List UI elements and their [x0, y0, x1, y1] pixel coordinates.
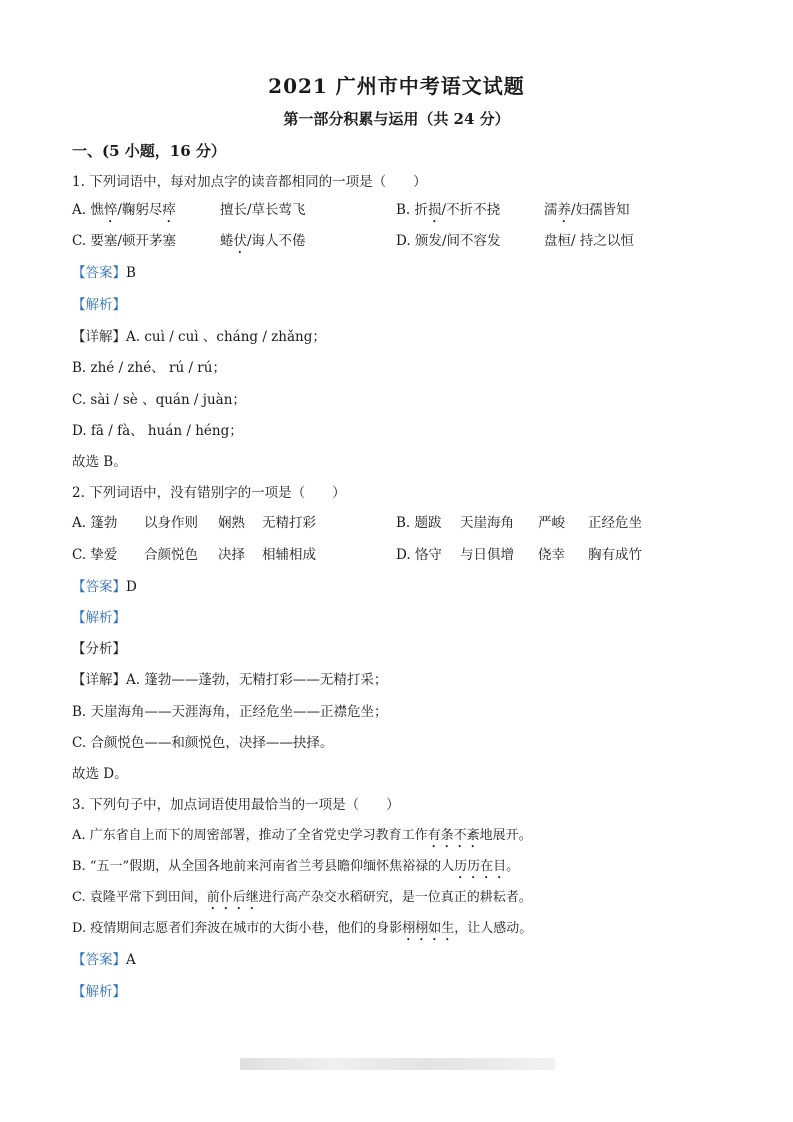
q2-detail: 【详解】A. 篷勃——蓬勃，无精打彩——无精打采；: [72, 672, 388, 688]
q1-answer: 【答案】B: [72, 265, 136, 281]
q1-analysis-tag: 【解析】: [72, 297, 126, 313]
q3-answer: 【答案】A: [72, 952, 136, 968]
q2-option-b-w1: B. 题跋: [396, 515, 442, 531]
q2-option-b-w2: 天崖海角: [460, 515, 514, 531]
q3-analysis-tag: 【解析】: [72, 984, 126, 1000]
q2-fenxi-tag: 【分析】: [72, 641, 126, 657]
q1-detail: 【详解】A. cuì / cuì 、cháng / zhǎng；: [72, 329, 326, 345]
q1-option-c-part1: C. 要塞/顿开茅塞: [72, 233, 176, 249]
q2-option-c-w1: C. 挚爱: [72, 547, 118, 563]
q2-answer: 【答案】D: [72, 579, 137, 595]
q1-conclusion: 故选 B。: [72, 454, 127, 470]
page-subtitle: 第一部分积累与运用（共 24 分）: [283, 110, 510, 128]
q1-option-b-part1: B. 折损/不折不挠: [396, 202, 501, 218]
q2-option-b-w3: 严峻: [538, 515, 565, 531]
q1-option-d-part1: D. 颁发/间不容发: [396, 233, 501, 249]
q1-detail-d: D. fā / fà、 huán / héng；: [72, 423, 243, 439]
q2-option-c-w2: 合颜悦色: [144, 547, 198, 563]
q1-option-c-part2: 蜷伏/诲人不倦: [220, 233, 306, 249]
q1-detail-c: C. sài / sè 、quán / juàn；: [72, 392, 246, 408]
blurred-watermark: [240, 1058, 555, 1070]
page-title: 2021 广州市中考语文试题: [268, 74, 525, 98]
q1-option-a-part2: 擅长/草长莺飞: [220, 202, 306, 218]
q2-conclusion: 故选 D。: [72, 766, 128, 782]
q2-stem: 2. 下列词语中，没有错别字的一项是（ ）: [72, 485, 346, 501]
q2-option-a-w3: 娴熟: [218, 515, 245, 531]
q3-option-d: D. 疫情期间志愿者们奔波在城市的大街小巷，他们的身影栩栩如生，让人感动。: [72, 921, 533, 936]
q2-option-a-w2: 以身作则: [144, 515, 198, 531]
q1-option-b-part2: 濡养/妇孺皆知: [544, 202, 630, 218]
q2-option-d-w1: D. 恪守: [396, 547, 442, 563]
q2-option-d-w2: 与日俱增: [460, 547, 514, 563]
q1-option-a-part1: A. 憔悴/鞠躬尽瘁: [72, 202, 176, 218]
section-heading: 一、(5 小题，16 分）: [72, 142, 226, 160]
q2-option-c-w4: 相辅相成: [262, 547, 316, 563]
q2-option-b-w4: 正经危坐: [588, 515, 642, 531]
q2-option-d-w3: 侥幸: [538, 547, 565, 563]
q3-option-c: C. 袁隆平常下到田间，前仆后继进行高产杂交水稻研究，是一位真正的耕耘者。: [72, 890, 532, 905]
q2-option-d-w4: 胸有成竹: [588, 547, 642, 563]
q3-option-b: B. “五一”假期，从全国各地前来河南省兰考县瞻仰缅怀焦裕禄的人历历在目。: [72, 859, 520, 874]
q2-detail-b: B. 天崖海角——天涯海角，正经危坐——正襟危坐；: [72, 704, 388, 720]
q1-option-d-part2: 盘桓/ 持之以恒: [544, 233, 634, 249]
q2-option-a-w1: A. 篷勃: [72, 515, 118, 531]
q2-option-c-w3: 决择: [218, 547, 245, 563]
q2-analysis-tag: 【解析】: [72, 610, 126, 626]
q1-detail-b: B. zhé / zhé、 rú / rú；: [72, 360, 226, 376]
q3-stem: 3. 下列句子中，加点词语使用最恰当的一项是（ ）: [72, 797, 400, 813]
q1-stem: 1. 下列词语中，每对加点字的读音都相同的一项是（ ）: [72, 174, 427, 190]
q3-option-a: A. 广东省自上而下的周密部署，推动了全省党史学习教育工作有条不紊地展开。: [72, 828, 532, 843]
q2-detail-c: C. 合颜悦色——和颜悦色，决择——抉择。: [72, 735, 334, 751]
q2-option-a-w4: 无精打彩: [262, 515, 316, 531]
